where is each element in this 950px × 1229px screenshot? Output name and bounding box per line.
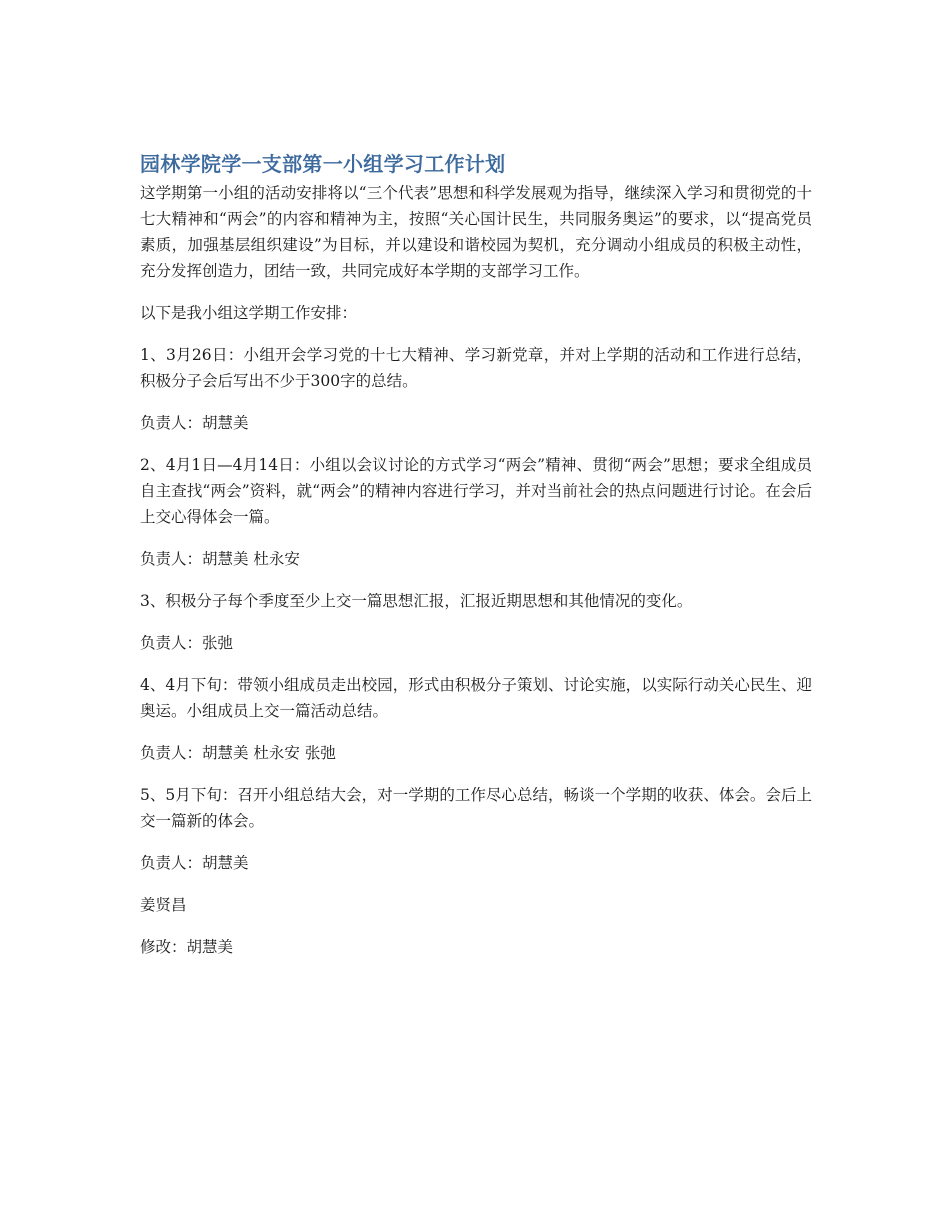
intro-paragraph: 这学期第一小组的活动安排将以“三个代表”思想和科学发展观为指导，继续深入学习和贯彻党的十七大精神和“两会”的内容和精神为主，按照“关心国计民生，共同服务奥运”的要求，以“提高党员素质，加强基层组织建设”为目标，并以建设和谐校园为契机，充分调动小组成员的积极主动性，充分发挥创造力，团结一致，共同完成好本学期的支部学习工作。 bbox=[140, 184, 812, 280]
item-5-owner: 负责人：胡慧美 bbox=[140, 854, 249, 872]
item-4-owner: 负责人：胡慧美 杜永安 张弛 bbox=[140, 744, 336, 762]
schedule-lead: 以下是我小组这学期工作安排： bbox=[140, 304, 358, 322]
author: 姜贤昌 bbox=[140, 896, 187, 914]
item-2: 2、4月1日—4月14日：小组以会议讨论的方式学习“两会”精神、贯彻“两会”思想；要求全组成员自主查找“两会”资料，就“两会”的精神内容进行学习，并对当前社会的热点问题进行讨论。在会后上交心得体会一篇。 bbox=[140, 456, 812, 526]
revised-by: 修改：胡慧美 bbox=[140, 938, 234, 956]
item-3: 3、积极分子每个季度至少上交一篇思想汇报，汇报近期思想和其他情况的变化。 bbox=[140, 592, 693, 610]
item-2-owner: 负责人：胡慧美 杜永安 bbox=[140, 550, 300, 568]
document-page bbox=[140, 150, 812, 976]
item-1-owner: 负责人：胡慧美 bbox=[140, 414, 249, 432]
item-3-owner: 负责人：张弛 bbox=[140, 634, 234, 652]
item-4: 4、4月下旬：带领小组成员走出校园，形式由积极分子策划、讨论实施，以实际行动关心民生、迎奥运。小组成员上交一篇活动总结。 bbox=[140, 676, 812, 720]
document-title: 园林学院学一支部第一小组学习工作计划 bbox=[140, 152, 506, 176]
item-5: 5、5月下旬：召开小组总结大会，对一学期的工作尽心总结，畅谈一个学期的收获、体会。会后上交一篇新的体会。 bbox=[140, 786, 812, 830]
item-1: 1、3月26日：小组开会学习党的十七大精神、学习新党章，并对上学期的活动和工作进行总结，积极分子会后写出不少于300字的总结。 bbox=[140, 346, 812, 390]
